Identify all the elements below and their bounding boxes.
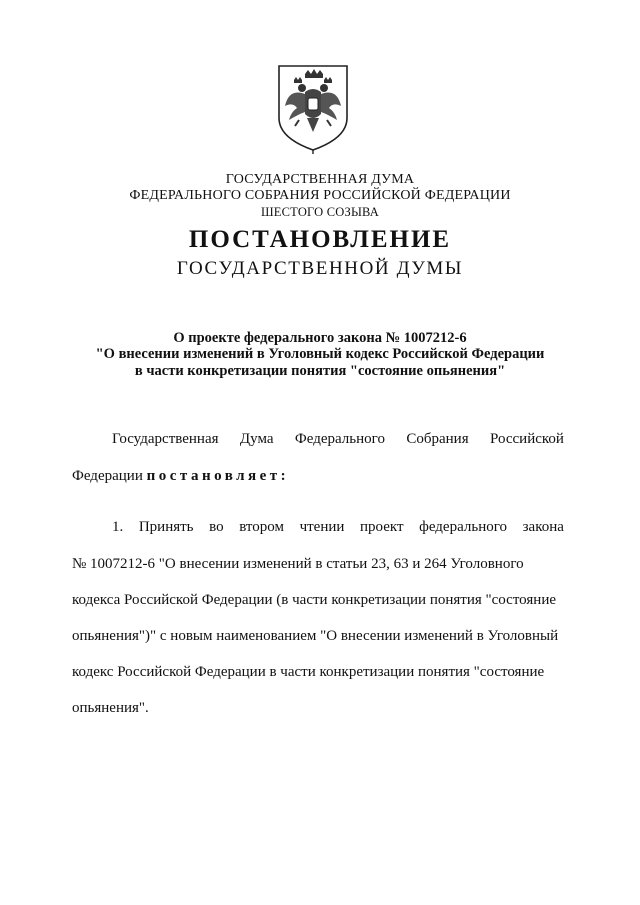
item1-line-2: № 1007212-6 "О внесении изменений в статьи 23, 63 и 264 Уголовного [72, 556, 524, 572]
item1-word: чтении [299, 519, 345, 535]
convocation-label: ШЕСТОГО СОЗЫВА [260, 205, 380, 219]
resolves-word: постановляет: [146, 468, 290, 484]
preamble-prefix: Федерации [72, 468, 143, 484]
preamble-word: Государственная [112, 431, 219, 447]
subject-line-3: в части конкретизации понятия "состояние опьянения" [134, 363, 506, 379]
item1-line-3: кодекса Российской Федерации (в части конкретизации понятия "состояние [72, 592, 557, 608]
preamble-word: Дума [239, 431, 274, 447]
preamble-line-1 [112, 431, 564, 448]
item1-line-6: опьянения". [72, 700, 149, 716]
document-type-title: ПОСТАНОВЛЕНИЕ [188, 226, 452, 253]
organization-name-line-2: ФЕДЕРАЛЬНОГО СОБРАНИЯ РОССИЙСКОЙ ФЕДЕРАЦИИ [129, 188, 511, 203]
coat-of-arms-icon [275, 62, 351, 154]
subject-line-2: "О внесении изменений в Уголовный кодекс Российской Федерации [95, 346, 545, 362]
item1-word: федерального [419, 519, 508, 535]
item1-word: проект [360, 519, 404, 535]
organization-name-line-1: ГОСУДАРСТВЕННАЯ ДУМА [225, 172, 415, 187]
item1-line-4: опьянения")" с новым наименованием "О внесении изменений в Уголовный [72, 628, 559, 644]
item1-word: закона [522, 519, 564, 535]
item1-line-5: кодекс Российской Федерации в части конкретизации понятия "состояние [72, 664, 545, 680]
item1-word: втором [239, 519, 284, 535]
preamble-line-2 [72, 468, 564, 485]
item1-line-1 [112, 519, 564, 536]
document-issuer-subtitle: ГОСУДАРСТВЕННОЙ ДУМЫ [176, 258, 464, 279]
item1-word: 1. [112, 519, 124, 535]
preamble-word: Российской [490, 431, 564, 447]
item1-word: Принять [138, 519, 194, 535]
item1-word: во [209, 519, 224, 535]
preamble-word: Собрания [406, 431, 469, 447]
preamble-word: Федерального [294, 431, 385, 447]
subject-line-1: О проекте федерального закона № 1007212-6 [173, 330, 467, 346]
